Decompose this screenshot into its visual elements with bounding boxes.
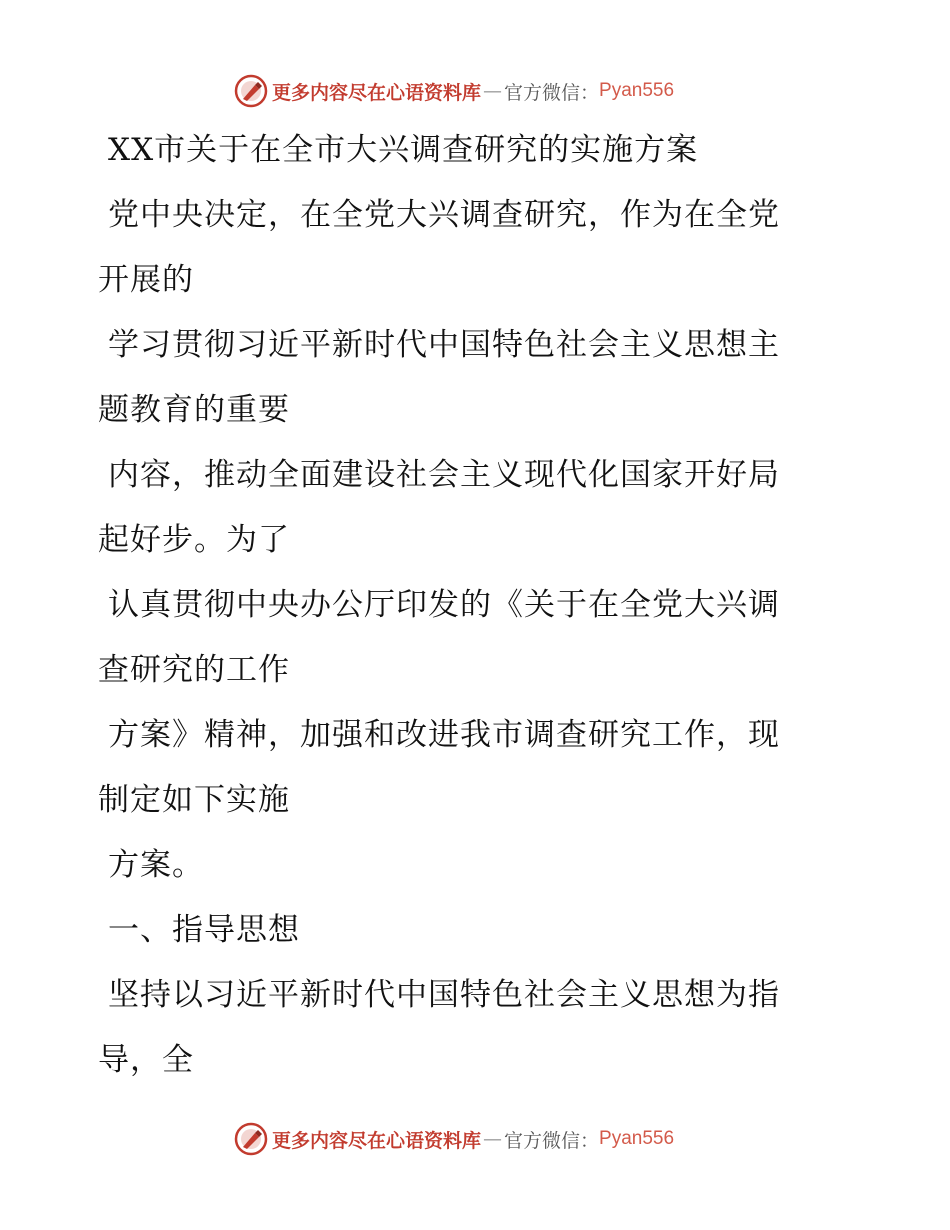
- text-line: 制定如下实施: [98, 782, 290, 818]
- banner-dash: —: [483, 80, 503, 102]
- text-line: 题教育的重要: [98, 392, 290, 428]
- footer-watermark-banner: [234, 1119, 754, 1159]
- text-line: 坚持以习近平新时代中国特色社会主义思想为指: [108, 977, 780, 1013]
- text-line: 开展的: [98, 262, 194, 298]
- section-heading: 一、指导思想: [108, 912, 300, 948]
- text-line: 导，全: [98, 1042, 194, 1078]
- header-watermark-banner: [234, 71, 754, 111]
- pen-nib-logo-icon: [234, 1122, 268, 1156]
- text-line: 认真贯彻中央办公厅印发的《关于在全党大兴调: [108, 587, 780, 623]
- text-line: 方案。: [108, 847, 204, 883]
- banner-wechat-label: 官方微信：: [504, 81, 600, 104]
- pen-nib-logo-icon: [234, 74, 268, 108]
- document-body: [98, 118, 838, 1093]
- text-line: 起好步。为了: [98, 522, 290, 558]
- banner-main-text: 更多内容尽在心语资料库: [272, 1129, 482, 1152]
- banner-wechat-id: Pyan556: [599, 1128, 675, 1149]
- text-line: 党中央决定，在全党大兴调查研究，作为在全党: [108, 197, 780, 233]
- text-line: 查研究的工作: [98, 652, 290, 688]
- text-line: 内容，推动全面建设社会主义现代化国家开好局: [108, 457, 780, 493]
- banner-wechat-label: 官方微信：: [504, 1129, 600, 1152]
- text-line: 学习贯彻习近平新时代中国特色社会主义思想主: [108, 327, 780, 363]
- document-title: XX市关于在全市大兴调查研究的实施方案: [108, 132, 699, 168]
- document-text: [98, 118, 838, 1093]
- banner-dash: —: [483, 1128, 503, 1150]
- banner-wechat-id: Pyan556: [599, 80, 675, 101]
- banner-main-text: 更多内容尽在心语资料库: [272, 81, 482, 104]
- text-line: 方案》精神，加强和改进我市调查研究工作，现: [108, 717, 780, 753]
